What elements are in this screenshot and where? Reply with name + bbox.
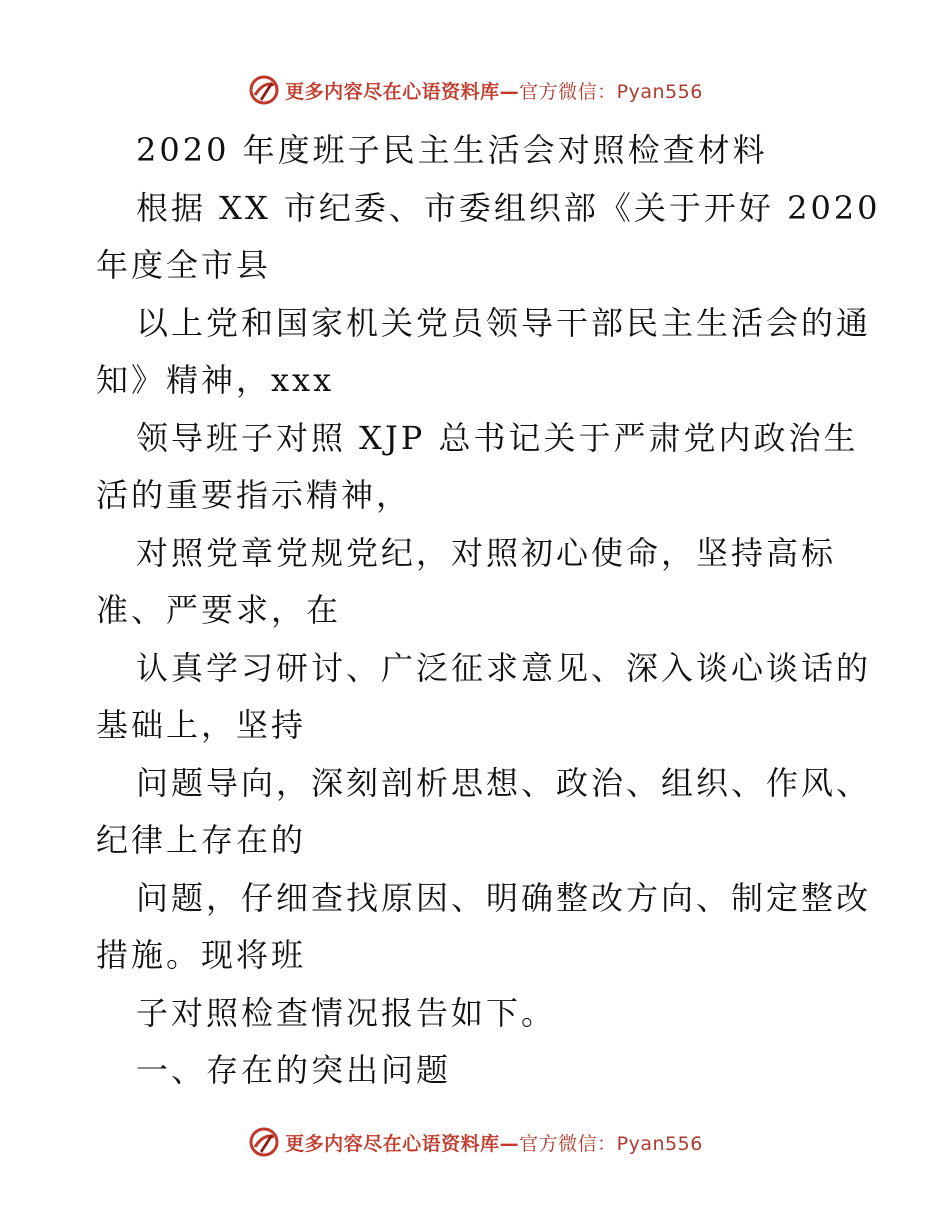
footer-banner xyxy=(0,1122,950,1162)
text-line: 以上党和国家机关党员领导干部民主生活会的通 xyxy=(136,303,872,342)
banner-text: 更多内容尽在心语资料库—官方微信：Pyan556 xyxy=(285,1132,703,1155)
pen-swirl-logo-icon xyxy=(247,73,281,107)
text-line: 对照党章党规党纪，对照初心使命，坚持高标 xyxy=(136,533,837,572)
text-line: 活的重要指示精神， xyxy=(96,476,412,514)
text-line: 问题，仔细查找原因、明确整改方向、制定整改 xyxy=(136,878,872,917)
header-banner xyxy=(0,70,950,110)
text-line: 根据 XX 市纪委、市委组织部《关于开好 2020 xyxy=(136,188,881,227)
text-line: 知》精神，xxx xyxy=(96,361,335,399)
text-line: 问题导向，深刻剖析思想、政治、组织、作风、 xyxy=(136,763,872,802)
text-line: 年度全市县 xyxy=(96,246,272,284)
text-line: 子对照检查情况报告如下。 xyxy=(136,993,557,1032)
text-line: 纪律上存在的 xyxy=(96,821,307,859)
text-line: 基础上，坚持 xyxy=(96,706,307,744)
pen-swirl-logo-icon xyxy=(247,1125,281,1159)
text-line: 一、存在的突出问题 xyxy=(136,1051,452,1089)
text-line: 2020 年度班子民主生活会对照检查材料 xyxy=(136,131,768,169)
text-line: 领导班子对照 XJP 总书记关于严肃党内政治生 xyxy=(136,418,859,457)
text-line: 准、严要求，在 xyxy=(96,591,342,629)
banner-text: 更多内容尽在心语资料库—官方微信：Pyan556 xyxy=(285,80,703,103)
text-line: 措施。现将班 xyxy=(96,936,307,974)
text-line: 认真学习研讨、广泛征求意见、深入谈心谈话的 xyxy=(136,648,872,687)
document-body xyxy=(96,122,881,1100)
